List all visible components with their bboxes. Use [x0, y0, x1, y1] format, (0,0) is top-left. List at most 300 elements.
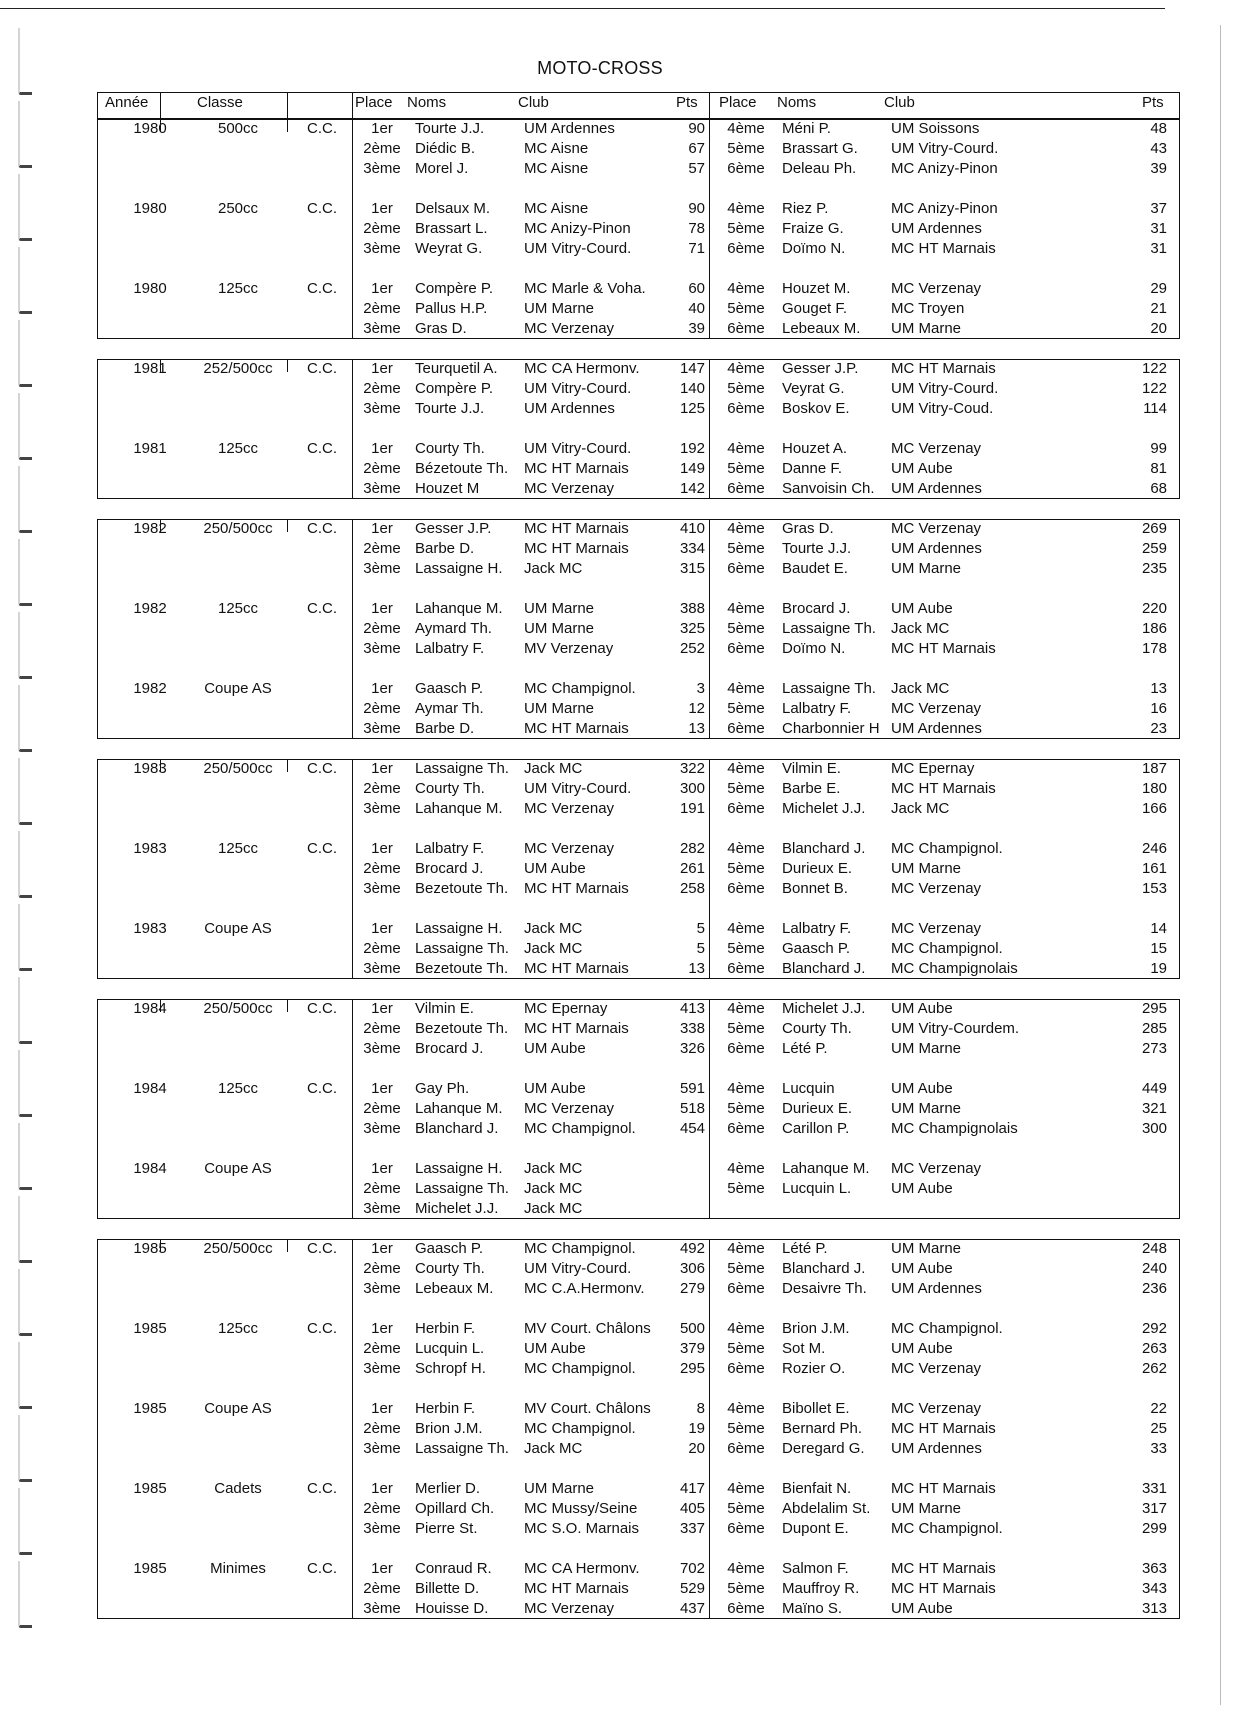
year-cell: 1982: [133, 520, 167, 537]
name-cell: Lahanque M.: [415, 800, 503, 817]
club-cell: MC Champignolais: [891, 960, 1018, 977]
name-cell: Houzet A.: [782, 440, 848, 457]
points-cell: 187: [1141, 760, 1167, 777]
points-cell: 702: [679, 1560, 705, 1577]
place-cell: 4ème: [727, 360, 765, 377]
header-divider: [287, 92, 288, 119]
name-cell: Gesser J.P.: [782, 360, 859, 377]
points-cell: 125: [679, 400, 705, 417]
binding-hole: [18, 539, 32, 606]
club-cell: UM Vitry-Courd.: [524, 1260, 632, 1277]
points-cell: 325: [679, 620, 705, 637]
place-cell: 5ème: [727, 1100, 765, 1117]
table-row: [97, 399, 1180, 419]
place-cell: 2ème: [363, 140, 401, 157]
class-cell: 250cc: [217, 200, 259, 217]
club-cell: UM Marne: [524, 1480, 595, 1497]
class-cell: 250/500cc: [203, 1000, 273, 1017]
name-cell: Salmon F.: [782, 1560, 849, 1577]
name-cell: Brassart L.: [415, 220, 488, 237]
points-cell: 235: [1141, 560, 1167, 577]
header-annee: Année: [105, 94, 149, 111]
name-cell: Bezetoute Th.: [415, 880, 509, 897]
name-cell: Gras D.: [415, 320, 467, 337]
name-cell: Lebeaux M.: [782, 320, 861, 337]
club-cell: MC HT Marnais: [524, 460, 629, 477]
points-cell: 153: [1141, 880, 1167, 897]
name-cell: Lalbatry F.: [782, 920, 852, 937]
points-cell: 5: [696, 940, 705, 957]
binding-hole: [18, 393, 32, 460]
place-cell: 2ème: [363, 620, 401, 637]
name-cell: Tourte J.J.: [415, 400, 485, 417]
name-cell: Houisse D.: [415, 1600, 489, 1617]
cc-cell: C.C.: [307, 200, 337, 217]
place-cell: 2ème: [363, 220, 401, 237]
place-cell: 3ème: [363, 720, 401, 737]
year-group: [97, 999, 1180, 1219]
points-cell: 273: [1141, 1040, 1167, 1057]
year-group: [97, 359, 1180, 499]
name-cell: Charbonnier H: [782, 720, 880, 737]
club-cell: UM Vitry-Courdem.: [891, 1020, 1020, 1037]
class-cell: 125cc: [217, 280, 259, 297]
club-cell: MC HT Marnais: [891, 1580, 996, 1597]
name-cell: Michelet J.J.: [782, 1000, 866, 1017]
place-cell: 5ème: [727, 940, 765, 957]
points-cell: 334: [679, 540, 705, 557]
class-block: [97, 679, 1180, 739]
name-cell: Gouget F.: [782, 300, 848, 317]
place-cell: 2ème: [363, 1500, 401, 1517]
table-row: [97, 1079, 1180, 1099]
table-row: [97, 879, 1180, 899]
club-cell: UM Aube: [891, 1600, 953, 1617]
place-cell: 3ème: [363, 1360, 401, 1377]
points-cell: 13: [688, 720, 705, 737]
name-cell: Gesser J.P.: [415, 520, 492, 537]
table-row: [97, 859, 1180, 879]
place-cell: 3ème: [363, 640, 401, 657]
club-cell: UM Ardennes: [524, 400, 615, 417]
place-cell: 3ème: [363, 1600, 401, 1617]
points-cell: 149: [679, 460, 705, 477]
name-cell: Blanchard J.: [782, 840, 866, 857]
binding-hole: [18, 101, 32, 168]
club-cell: MC Champignol.: [524, 680, 636, 697]
place-cell: 3ème: [363, 1440, 401, 1457]
name-cell: Mauffroy R.: [782, 1580, 860, 1597]
club-cell: UM Ardennes: [891, 480, 982, 497]
name-cell: Baudet E.: [782, 560, 848, 577]
place-cell: 6ème: [727, 240, 765, 257]
club-cell: MC Verzenay: [524, 480, 615, 497]
place-cell: 1er: [371, 840, 393, 857]
place-cell: 6ème: [727, 640, 765, 657]
points-cell: 591: [679, 1080, 705, 1097]
table-row: [97, 279, 1180, 299]
year-cell: 1983: [133, 920, 167, 937]
club-cell: UM Marne: [524, 600, 595, 617]
points-cell: 337: [679, 1520, 705, 1537]
table-row: [97, 939, 1180, 959]
place-cell: 2ème: [363, 300, 401, 317]
club-cell: MC Verzenay: [891, 880, 982, 897]
club-cell: MC Anizy-Pinon: [524, 220, 631, 237]
name-cell: Danne F.: [782, 460, 843, 477]
place-cell: 5ème: [727, 1340, 765, 1357]
year-cell: 1985: [133, 1240, 167, 1257]
year-cell: 1984: [133, 1000, 167, 1017]
points-cell: 122: [1141, 380, 1167, 397]
points-cell: 161: [1141, 860, 1167, 877]
table-row: [97, 1519, 1180, 1539]
name-cell: Brocard J.: [415, 1040, 484, 1057]
name-cell: Tourte J.J.: [782, 540, 852, 557]
place-cell: 3ème: [363, 240, 401, 257]
name-cell: Dupont E.: [782, 1520, 849, 1537]
club-cell: MC Verzenay: [891, 520, 982, 537]
table-row: [97, 539, 1180, 559]
table-row: [97, 139, 1180, 159]
club-cell: MC Verzenay: [524, 840, 615, 857]
cc-cell: C.C.: [307, 440, 337, 457]
club-cell: MC Champignol.: [524, 1120, 636, 1137]
points-cell: 220: [1141, 600, 1167, 617]
points-cell: 317: [1141, 1500, 1167, 1517]
name-cell: Lassaigne H.: [415, 560, 503, 577]
class-cell: 250/500cc: [203, 1240, 273, 1257]
points-cell: 180: [1141, 780, 1167, 797]
place-cell: 1er: [371, 120, 393, 137]
points-cell: 60: [688, 280, 705, 297]
year-cell: 1981: [133, 360, 167, 377]
points-cell: 142: [679, 480, 705, 497]
place-cell: 2ème: [363, 780, 401, 797]
name-cell: Boskov E.: [782, 400, 850, 417]
year-cell: 1985: [133, 1480, 167, 1497]
points-cell: 500: [679, 1320, 705, 1337]
place-cell: 6ème: [727, 1520, 765, 1537]
points-cell: 437: [679, 1600, 705, 1617]
club-cell: UM Aube: [524, 860, 586, 877]
points-cell: 78: [688, 220, 705, 237]
place-cell: 1er: [371, 520, 393, 537]
name-cell: Sanvoisin Ch.: [782, 480, 875, 497]
table-row: [97, 1499, 1180, 1519]
place-cell: 6ème: [727, 1440, 765, 1457]
cc-cell: C.C.: [307, 1480, 337, 1497]
place-cell: 3ème: [363, 1120, 401, 1137]
club-cell: MC HT Marnais: [891, 1560, 996, 1577]
name-cell: Schropf H.: [415, 1360, 486, 1377]
place-cell: 2ème: [363, 940, 401, 957]
year-cell: 1980: [133, 200, 167, 217]
class-cell: 125cc: [217, 600, 259, 617]
place-cell: 5ème: [727, 140, 765, 157]
place-cell: 1er: [371, 1240, 393, 1257]
club-cell: MC C.A.Hermonv.: [524, 1280, 645, 1297]
place-cell: 5ème: [727, 220, 765, 237]
class-cell: 252/500cc: [203, 360, 273, 377]
points-cell: 99: [1150, 440, 1167, 457]
points-cell: 147: [679, 360, 705, 377]
binding-hole: [18, 977, 32, 1044]
table-row: [97, 839, 1180, 859]
table-row: [97, 919, 1180, 939]
year-cell: 1985: [133, 1400, 167, 1417]
class-block: [97, 1079, 1180, 1139]
points-cell: 16: [1150, 700, 1167, 717]
binding-hole: [18, 466, 32, 533]
class-block: [97, 839, 1180, 899]
name-cell: Lahanque M.: [415, 600, 503, 617]
place-cell: 6ème: [727, 1600, 765, 1617]
table-row: [97, 1399, 1180, 1419]
club-cell: UM Vitry-Coud.: [891, 400, 994, 417]
cc-cell: C.C.: [307, 840, 337, 857]
year-cell: 1980: [133, 120, 167, 137]
header-noms-2: Noms: [777, 94, 817, 111]
points-cell: 37: [1150, 200, 1167, 217]
place-cell: 5ème: [727, 1580, 765, 1597]
class-cell: 125cc: [217, 1080, 259, 1097]
club-cell: MC Verzenay: [891, 1360, 982, 1377]
table-row: [97, 219, 1180, 239]
club-cell: MC Epernay: [524, 1000, 608, 1017]
name-cell: Lebeaux M.: [415, 1280, 494, 1297]
club-cell: Jack MC: [524, 1180, 583, 1197]
place-cell: 4ème: [727, 1320, 765, 1337]
name-cell: Lahanque M.: [415, 1100, 503, 1117]
points-cell: 12: [688, 700, 705, 717]
table-row: [97, 519, 1180, 539]
place-cell: 6ème: [727, 720, 765, 737]
club-cell: UM Ardennes: [891, 720, 982, 737]
points-cell: 67: [688, 140, 705, 157]
place-cell: 5ème: [727, 620, 765, 637]
year-group: [97, 119, 1180, 339]
points-cell: 20: [688, 1440, 705, 1457]
header-club-2: Club: [884, 94, 915, 111]
place-cell: 5ème: [727, 700, 765, 717]
name-cell: Sot M.: [782, 1340, 826, 1357]
year-cell: 1983: [133, 760, 167, 777]
name-cell: Lassaigne Th.: [415, 1440, 509, 1457]
points-cell: 48: [1150, 120, 1167, 137]
club-cell: UM Aube: [891, 1180, 953, 1197]
club-cell: MC HT Marnais: [891, 360, 996, 377]
class-block: [97, 439, 1180, 499]
cc-cell: C.C.: [307, 1080, 337, 1097]
class-cell: Minimes: [210, 1560, 266, 1577]
points-cell: 19: [1150, 960, 1167, 977]
name-cell: Lassaigne H.: [415, 920, 503, 937]
name-cell: Durieux E.: [782, 860, 853, 877]
cc-cell: C.C.: [307, 1560, 337, 1577]
place-cell: 1er: [371, 360, 393, 377]
club-cell: MC HT Marnais: [524, 520, 629, 537]
points-cell: 248: [1141, 1240, 1167, 1257]
name-cell: Barbe E.: [782, 780, 841, 797]
table-row: [97, 239, 1180, 259]
name-cell: Bernard Ph.: [782, 1420, 863, 1437]
points-cell: 413: [679, 1000, 705, 1017]
club-cell: MC HT Marnais: [524, 540, 629, 557]
place-cell: 4ème: [727, 1560, 765, 1577]
class-block: [97, 519, 1180, 579]
place-cell: 4ème: [727, 120, 765, 137]
points-cell: 31: [1150, 220, 1167, 237]
class-cell: Coupe AS: [204, 1400, 272, 1417]
place-cell: 6ème: [727, 880, 765, 897]
place-cell: 4ème: [727, 1240, 765, 1257]
club-cell: UM Vitry-Courd.: [891, 380, 999, 397]
place-cell: 3ème: [363, 1040, 401, 1057]
club-cell: UM Ardennes: [891, 220, 982, 237]
name-cell: Veyrat G.: [782, 380, 845, 397]
club-cell: UM Ardennes: [891, 1440, 982, 1457]
name-cell: Conraud R.: [415, 1560, 492, 1577]
table-row: [97, 1439, 1180, 1459]
points-cell: 282: [679, 840, 705, 857]
table-row: [97, 379, 1180, 399]
club-cell: MC Mussy/Seine: [524, 1500, 638, 1517]
place-cell: 4ème: [727, 680, 765, 697]
class-block: [97, 999, 1180, 1059]
year-cell: 1985: [133, 1560, 167, 1577]
club-cell: MC HT Marnais: [891, 1480, 996, 1497]
place-cell: 5ème: [727, 780, 765, 797]
club-cell: UM Marne: [524, 700, 595, 717]
table-row: [97, 199, 1180, 219]
name-cell: Brion J.M.: [782, 1320, 850, 1337]
table-row: [97, 1119, 1180, 1139]
points-cell: 292: [1141, 1320, 1167, 1337]
class-block: [97, 199, 1180, 259]
binding-hole: [18, 1196, 32, 1263]
name-cell: Gaasch P.: [415, 1240, 484, 1257]
binding-hole: [18, 1050, 32, 1117]
points-cell: 306: [679, 1260, 705, 1277]
points-cell: 140: [679, 380, 705, 397]
class-block: [97, 1559, 1180, 1619]
binding-holes: [18, 0, 32, 1718]
club-cell: MC Champignol.: [891, 1520, 1003, 1537]
points-cell: 3: [696, 680, 705, 697]
name-cell: Deleau Ph.: [782, 160, 857, 177]
header-pts-1: Pts: [676, 94, 698, 111]
binding-hole: [18, 904, 32, 971]
club-cell: MC Verzenay: [891, 1160, 982, 1177]
club-cell: UM Marne: [524, 300, 595, 317]
place-cell: 1er: [371, 1000, 393, 1017]
club-cell: Jack MC: [524, 920, 583, 937]
name-cell: Opillard Ch.: [415, 1500, 495, 1517]
points-cell: 300: [1141, 1120, 1167, 1137]
points-cell: 19: [688, 1420, 705, 1437]
class-cell: 250/500cc: [203, 520, 273, 537]
binding-hole: [18, 685, 32, 752]
class-block: [97, 1159, 1180, 1219]
class-cell: Coupe AS: [204, 680, 272, 697]
place-cell: 6ème: [727, 480, 765, 497]
table-row: [97, 559, 1180, 579]
points-cell: 15: [1150, 940, 1167, 957]
points-cell: 449: [1141, 1080, 1167, 1097]
name-cell: Barbe D.: [415, 720, 475, 737]
header-divider: [352, 92, 353, 119]
place-cell: 1er: [371, 600, 393, 617]
place-cell: 3ème: [363, 800, 401, 817]
name-cell: Carillon P.: [782, 1120, 850, 1137]
year-cell: 1983: [133, 840, 167, 857]
binding-hole: [18, 1561, 32, 1628]
club-cell: MC HT Marnais: [524, 720, 629, 737]
binding-hole: [18, 247, 32, 314]
table-row: [97, 1279, 1180, 1299]
points-cell: 39: [1150, 160, 1167, 177]
place-cell: 1er: [371, 1560, 393, 1577]
name-cell: Courty Th.: [415, 1260, 485, 1277]
name-cell: Blanchard J.: [782, 960, 866, 977]
place-cell: 6ème: [727, 1120, 765, 1137]
cc-cell: C.C.: [307, 280, 337, 297]
points-cell: 285: [1141, 1020, 1167, 1037]
place-cell: 2ème: [363, 1580, 401, 1597]
name-cell: Billette D.: [415, 1580, 480, 1597]
club-cell: MC HT Marnais: [524, 1020, 629, 1037]
place-cell: 5ème: [727, 1020, 765, 1037]
table-row: [97, 679, 1180, 699]
cc-cell: C.C.: [307, 360, 337, 377]
place-cell: 1er: [371, 1480, 393, 1497]
club-cell: MC CA Hermonv.: [524, 360, 640, 377]
header-pts-2: Pts: [1142, 94, 1164, 111]
club-cell: Jack MC: [524, 1200, 583, 1217]
club-cell: MC CA Hermonv.: [524, 1560, 640, 1577]
name-cell: Lassaigne Th.: [415, 1180, 509, 1197]
points-cell: 295: [679, 1360, 705, 1377]
name-cell: Courty Th.: [415, 780, 485, 797]
class-block: [97, 279, 1180, 339]
points-cell: 90: [688, 120, 705, 137]
club-cell: UM Aube: [524, 1080, 586, 1097]
name-cell: Lété P.: [782, 1040, 828, 1057]
header-noms-1: Noms: [407, 94, 447, 111]
club-cell: MC HT Marnais: [524, 1580, 629, 1597]
points-cell: 178: [1141, 640, 1167, 657]
place-cell: 4ème: [727, 1400, 765, 1417]
table-row: [97, 319, 1180, 339]
table-row: [97, 1479, 1180, 1499]
place-cell: 5ème: [727, 460, 765, 477]
year-cell: 1980: [133, 280, 167, 297]
cc-cell: C.C.: [307, 600, 337, 617]
place-cell: 2ème: [363, 540, 401, 557]
points-cell: 379: [679, 1340, 705, 1357]
points-cell: 388: [679, 600, 705, 617]
place-cell: 5ème: [727, 540, 765, 557]
name-cell: Lucquin L.: [415, 1340, 485, 1357]
binding-hole: [18, 1342, 32, 1409]
place-cell: 6ème: [727, 800, 765, 817]
points-cell: 122: [1141, 360, 1167, 377]
place-cell: 1er: [371, 1320, 393, 1337]
name-cell: Morel J.: [415, 160, 469, 177]
club-cell: MC Verzenay: [524, 800, 615, 817]
club-cell: MC Marle & Voha.: [524, 280, 646, 297]
